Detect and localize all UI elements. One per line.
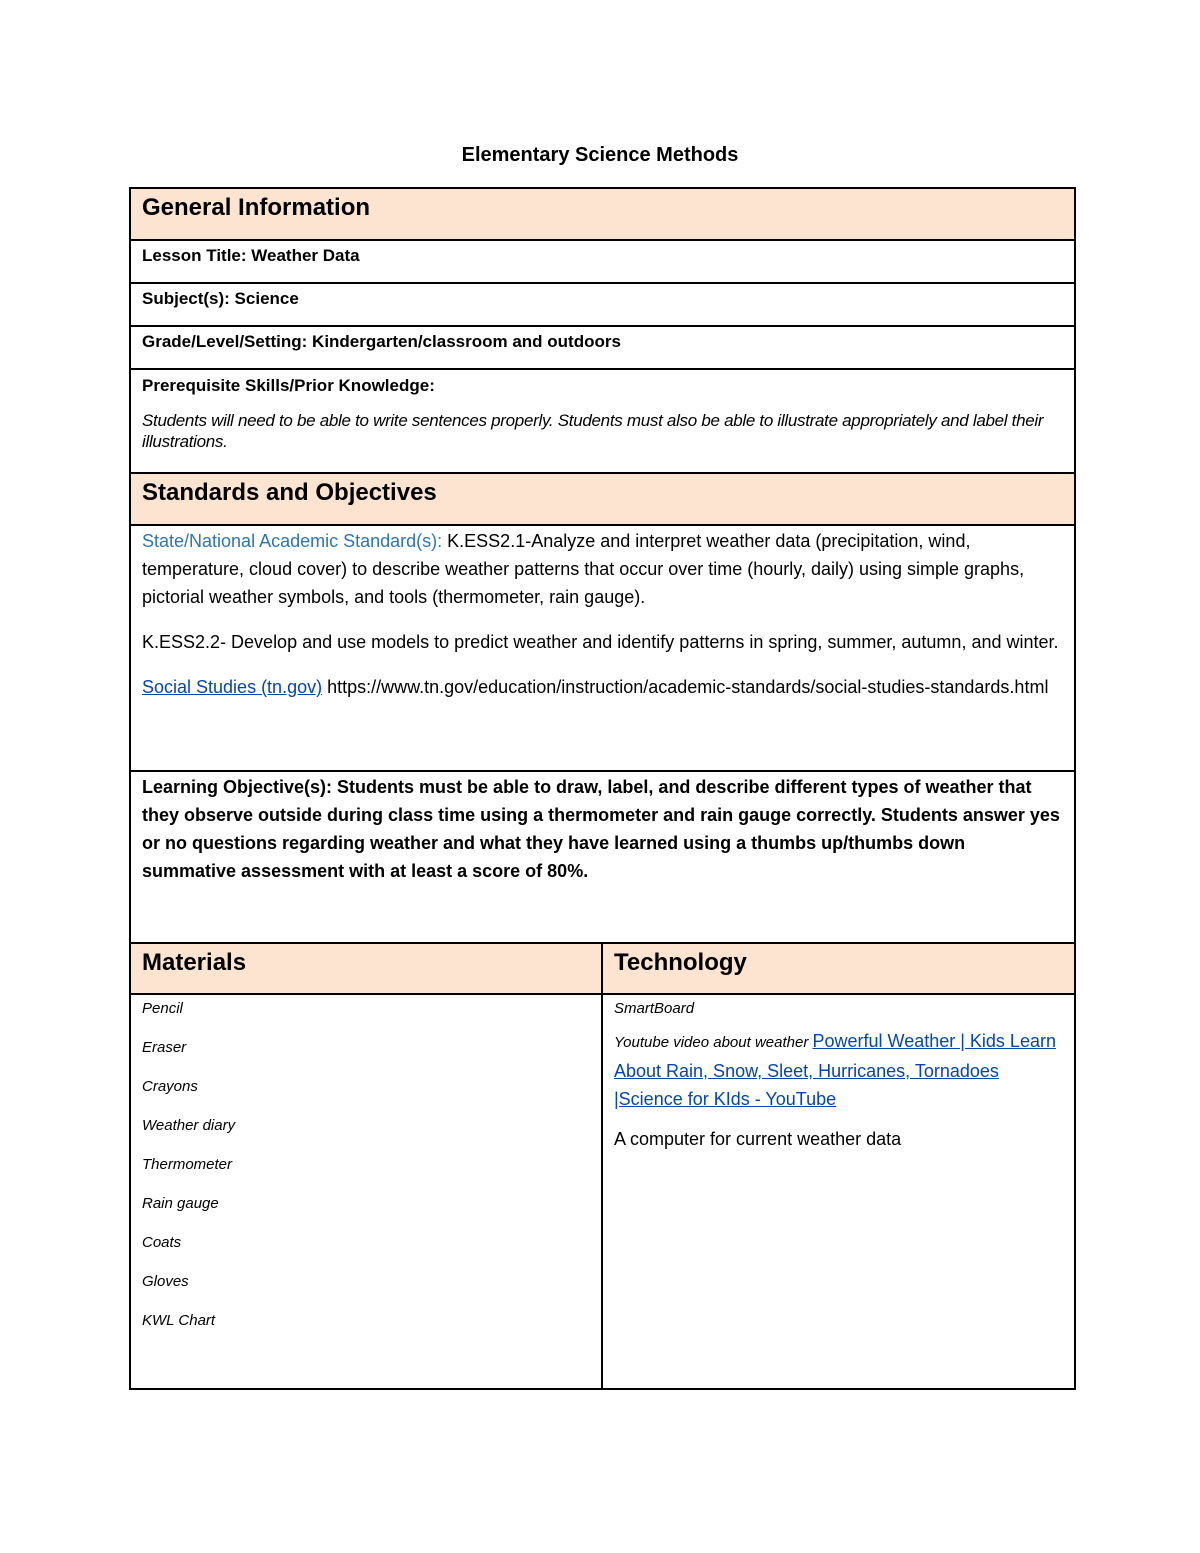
- materials-list: [131, 995, 603, 1388]
- computer-item: A computer for current weather data: [614, 1129, 902, 1149]
- prerequisite-section: [131, 370, 1074, 474]
- smartboard-item: SmartBoard: [614, 1000, 695, 1017]
- list-item: Rain gauge: [142, 1195, 219, 1212]
- subjects: Subject(s): Science: [131, 284, 1074, 327]
- list-item: KWL Chart: [142, 1312, 216, 1329]
- list-item: Thermometer: [142, 1156, 233, 1173]
- prerequisite-text: Students will need to be able to write sentences properly. Students must also be able to illustrate appropriately and label their illustrations.: [142, 411, 1044, 451]
- standards-section: [131, 526, 1074, 772]
- social-studies-url: https://www.tn.gov/education/instruction/academic-standards/social-studies-standards.html: [322, 677, 1049, 697]
- social-studies-link[interactable]: Social Studies (tn.gov): [142, 677, 323, 697]
- video-link[interactable]: Powerful Weather | Kids Learn About Rain, Snow, Sleet, Hurricanes, Tornadoes |Science for KIds - YouTube: [614, 1031, 1056, 1109]
- materials-heading: Materials: [131, 944, 603, 993]
- list-item: Weather diary: [142, 1117, 236, 1134]
- prerequisite-label: Prerequisite Skills/Prior Knowledge:: [142, 376, 435, 395]
- lesson-title: Lesson Title: Weather Data: [131, 241, 1074, 284]
- grade-level-setting: Grade/Level/Setting: Kindergarten/classroom and outdoors: [131, 327, 1074, 370]
- list-item: Crayons: [142, 1078, 198, 1095]
- technology-heading: Technology: [603, 944, 1074, 993]
- materials-technology-body: [131, 995, 1074, 1388]
- general-info-heading: General Information: [131, 189, 1074, 241]
- video-item: [614, 1027, 1063, 1113]
- social-studies-line: [142, 673, 1063, 701]
- list-item: Coats: [142, 1234, 182, 1251]
- document-title: Elementary Science Methods: [461, 144, 739, 166]
- standards-heading: Standards and Objectives: [131, 474, 1074, 526]
- list-item: Gloves: [142, 1273, 189, 1290]
- standard-2: K.ESS2.2- Develop and use models to predict weather and identify patterns in spring, summer, autumn, and winter.: [142, 632, 1059, 652]
- standard-1: [142, 527, 1063, 611]
- learning-objective: Learning Objective(s): Students must be able to draw, label, and describe different types of weather that they observe outside during class time using a thermometer and rain gauge correctly. Students answer yes or no questions regarding weather and what they have learned using a thumbs up/thumbs down summative assessment with at least a score of 80%.: [131, 772, 1074, 944]
- lesson-plan-table: [129, 187, 1076, 1390]
- list-item: Pencil: [142, 1000, 183, 1017]
- standards-label: State/National Academic Standard(s):: [142, 531, 443, 551]
- video-label: Youtube video about weather: [614, 1034, 813, 1051]
- materials-technology-headings: [131, 944, 1074, 995]
- list-item: Eraser: [142, 1039, 187, 1056]
- technology-list: [603, 995, 1074, 1388]
- standard-1-text: K.ESS2.1-Analyze and interpret weather data (precipitation, wind, temperature, cloud cover) to describe weather patterns that occur over time (hourly, daily) using simple graphs, pictorial weather symbols, and tools (thermometer, rain gauge).: [142, 531, 1025, 607]
